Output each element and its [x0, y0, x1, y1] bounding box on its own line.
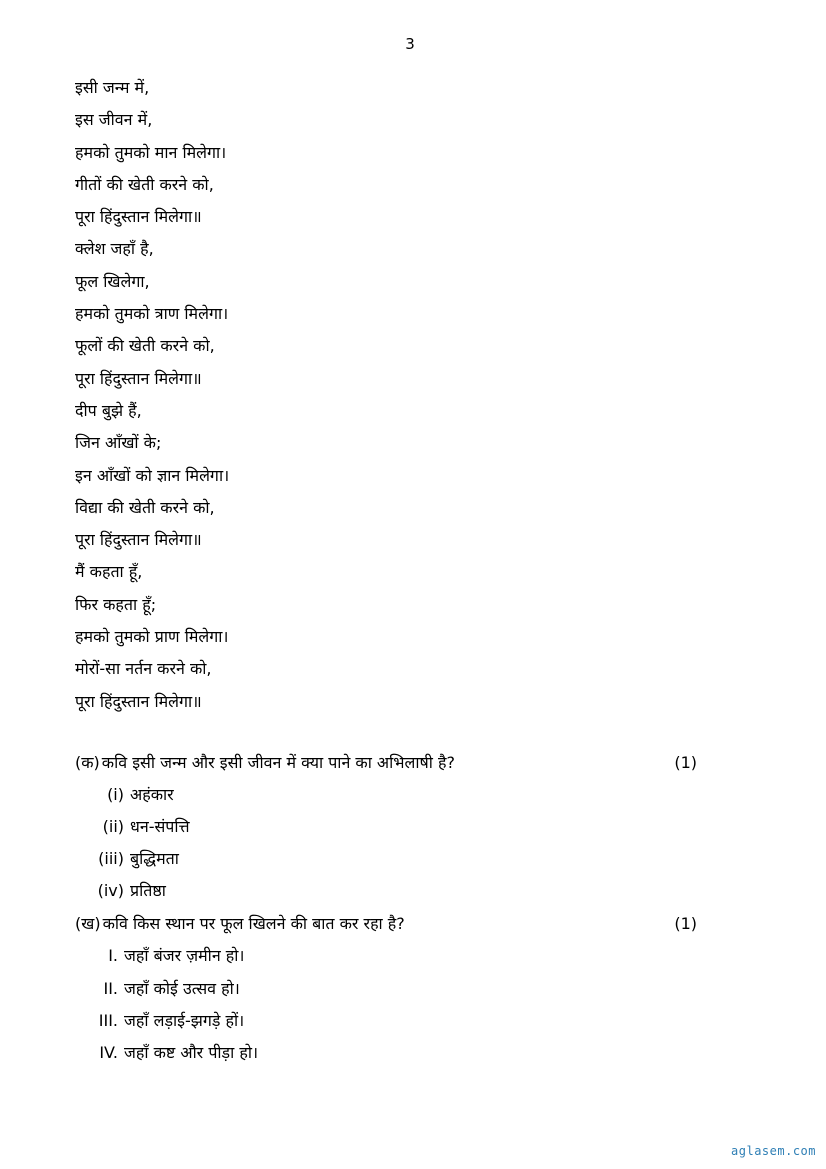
- option-number: (ii): [102, 817, 124, 836]
- poem-line: फूल खिलेगा,: [75, 271, 150, 291]
- option-number: IV.: [99, 1043, 118, 1062]
- question-label: (क): [75, 753, 100, 772]
- option-number: (i): [107, 785, 124, 804]
- option-number: II.: [103, 979, 118, 998]
- option-text: प्रतिष्ठा: [130, 881, 166, 900]
- question-marks: (1): [674, 753, 697, 772]
- option-text: जहाँ बंजर ज़मीन हो।: [124, 946, 245, 965]
- option-item: [80, 1008, 244, 1034]
- poem-line: पूरा हिंदुस्तान मिलेगा॥: [75, 207, 202, 227]
- poem-line: हमको तुमको प्राण मिलेगा।: [75, 627, 229, 647]
- option-item: [88, 878, 166, 904]
- question-ka: [75, 750, 697, 776]
- option-text: अहंकार: [130, 785, 174, 804]
- poem-line: फिर कहता हूँ;: [75, 594, 157, 614]
- poem-line: पूरा हिंदुस्तान मिलेगा॥: [75, 368, 202, 388]
- option-text: जहाँ लड़ाई-झगड़े हों।: [124, 1011, 245, 1030]
- poem-line: इन आँखों को ज्ञान मिलेगा।: [75, 465, 230, 485]
- poem-line: इस जीवन में,: [75, 110, 153, 130]
- poem-line: हमको तुमको मान मिलेगा।: [75, 142, 227, 162]
- question-kha: [75, 911, 697, 937]
- question-text: कवि इसी जन्म और इसी जीवन में क्या पाने का अभिलाषी है?: [101, 753, 456, 772]
- footer-brand-link[interactable]: aglasem.com: [731, 1144, 816, 1158]
- poem-line: इसी जन्म में,: [75, 78, 150, 97]
- question-text: कवि किस स्थान पर फूल खिलने की बात कर रहा है?: [102, 914, 405, 933]
- option-number: (iv): [97, 881, 124, 900]
- option-text: बुद्धिमता: [130, 849, 179, 868]
- poem-line: जिन आँखों के;: [75, 433, 162, 453]
- poem-line: पूरा हिंदुस्तान मिलेगा॥: [75, 691, 202, 711]
- poem-line: मोरों-सा नर्तन करने को,: [75, 659, 212, 679]
- option-text: जहाँ कष्ट और पीड़ा हो।: [124, 1043, 259, 1062]
- option-number: I.: [108, 946, 118, 965]
- option-item: [88, 782, 174, 808]
- poem-line: विद्या की खेती करने को,: [75, 497, 215, 517]
- option-item: [88, 846, 179, 872]
- poem-line: गीतों की खेती करने को,: [75, 174, 214, 194]
- poem-line: दीप बुझे हैं,: [75, 400, 142, 420]
- option-text: धन-संपत्ति: [130, 817, 190, 836]
- option-number: (iii): [98, 849, 124, 868]
- option-text: जहाँ कोई उत्सव हो।: [124, 979, 240, 998]
- poem-line: पूरा हिंदुस्तान मिलेगा॥: [75, 530, 202, 550]
- poem-line: क्लेश जहाँ है,: [75, 239, 154, 259]
- option-item: [80, 976, 240, 1002]
- poem: [75, 76, 229, 722]
- question-marks: (1): [674, 914, 697, 933]
- option-item: [80, 1040, 258, 1066]
- option-number: III.: [98, 1011, 118, 1030]
- option-item: [88, 814, 190, 840]
- poem-line: हमको तुमको त्राण मिलेगा।: [75, 304, 229, 324]
- poem-line: मैं कहता हूँ,: [75, 562, 143, 582]
- question-label: (ख): [75, 914, 101, 933]
- page-number: 3: [405, 35, 415, 53]
- poem-line: फूलों की खेती करने को,: [75, 336, 215, 356]
- option-item: [80, 943, 245, 969]
